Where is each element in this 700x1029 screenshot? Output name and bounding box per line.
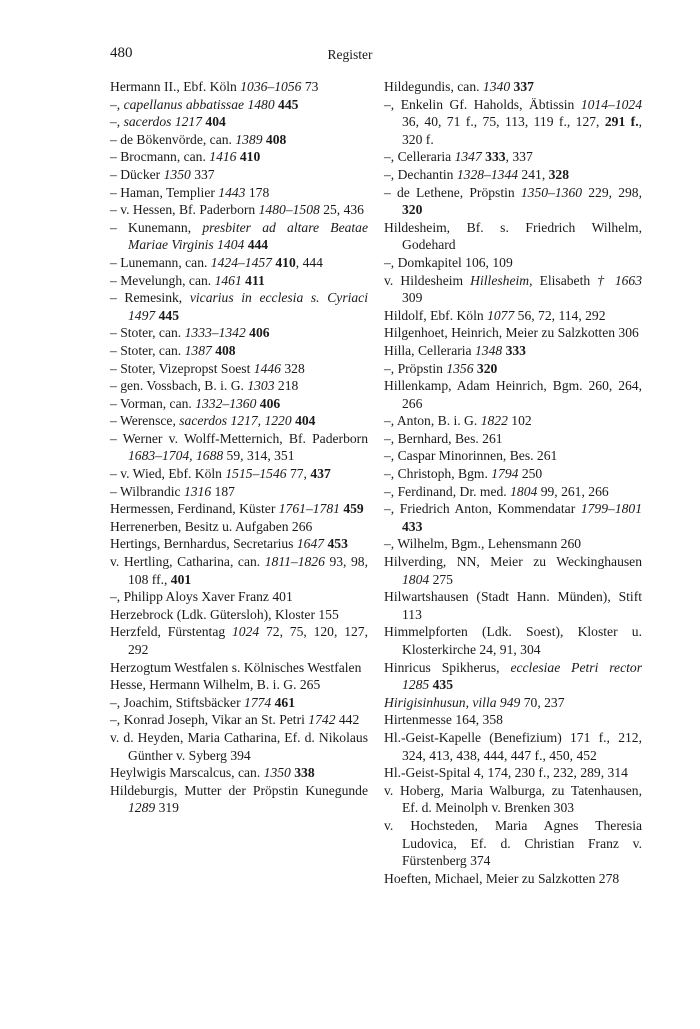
index-entry	[384, 272, 642, 307]
bold-page-ref: 408	[215, 342, 236, 358]
bold-page-ref: 444	[247, 237, 269, 253]
entry-text: 250	[518, 466, 543, 482]
index-entry	[384, 254, 642, 272]
index-entry	[384, 465, 642, 483]
index-entry	[384, 623, 642, 658]
bold-page-ref: 333	[505, 342, 526, 358]
entry-text: – Werensce,	[110, 413, 180, 429]
entry-text: Hildolf, Ebf. Köln	[384, 307, 488, 323]
index-entry	[110, 201, 368, 219]
index-entry	[384, 711, 642, 729]
entry-text: –, Enkelin Gf. Haholds, Äbtissin	[384, 96, 581, 112]
italic-text: 1350	[163, 166, 191, 182]
bold-page-ref: 406	[249, 325, 270, 341]
entry-text: – Werner v. Wolff-Metternich, Bf. Paderborn	[110, 430, 368, 446]
italic-text: 1480–1508	[258, 202, 320, 218]
index-entry	[110, 676, 368, 694]
entry-text: 93, 98, 108 ff.,	[128, 554, 368, 587]
entry-text: Hermann II., Ebf. Köln	[110, 79, 241, 94]
entry-text: – v. Hessen, Bf. Paderborn	[110, 202, 259, 218]
index-entry	[384, 148, 642, 166]
entry-text: Hinricus Spikherus,	[384, 659, 511, 675]
index-entry	[110, 96, 368, 114]
entry-text: Heylwigis Marscalcus, can.	[110, 765, 264, 781]
entry-text: – Brocmann, can.	[110, 149, 210, 165]
entry-text: Hilverding, NN, Meier zu Weckinghausen	[384, 554, 642, 570]
italic-text: 1774	[244, 694, 272, 710]
entry-text: –,	[110, 96, 124, 112]
entry-text: –, Anton, B. i. G.	[384, 413, 481, 429]
entry-text: – Stoter, can.	[110, 342, 185, 358]
index-entry	[110, 782, 368, 817]
entry-text: 72, 75, 120, 127, 292	[128, 624, 368, 657]
entry-text: v. Hochsteden, Maria Agnes Theresia Ludovica, Ef. d. Christian Franz v. Fürstenberg 374	[384, 817, 642, 869]
entry-text: –, Friedrich Anton, Kommendatar	[384, 501, 581, 517]
index-entry	[384, 219, 642, 254]
italic-text: 1804	[510, 483, 538, 499]
entry-text: Herzfeld, Fürstentag	[110, 624, 232, 640]
index-entry	[110, 78, 368, 96]
index-entry	[110, 395, 368, 413]
entry-text: – gen. Vossbach, B. i. G.	[110, 378, 248, 394]
index-entry	[384, 377, 642, 412]
entry-text: Hilwartshausen (Stadt Hann. Münden), Stift 113	[384, 589, 642, 622]
entry-text: – Lunemann, can.	[110, 254, 211, 270]
italic-text: 1332–1360	[195, 395, 257, 411]
entry-text: –, Caspar Minorinnen, Bes. 261	[384, 448, 558, 464]
italic-text: 1333–1342	[184, 325, 246, 341]
index-entry	[384, 729, 642, 764]
entry-text: – Vorman, can.	[110, 395, 196, 411]
entry-text: Himmelpforten (Ldk. Soest), Kloster u. Klosterkirche 24, 91, 304	[384, 624, 642, 657]
italic-text: 1811–1826	[264, 554, 325, 570]
italic-text: 1328–1344	[456, 166, 519, 182]
running-head: Register	[327, 47, 373, 62]
entry-text: 337	[190, 166, 215, 182]
entry-text: –,	[110, 114, 124, 130]
entry-text: Hillenkamp, Adam Heinrich, Bgm. 260, 264, 266	[384, 378, 642, 411]
entry-text: Herzebrock (Ldk. Gütersloh), Kloster 155	[110, 606, 339, 622]
entry-text: 77,	[286, 466, 311, 482]
italic-text: 1647	[296, 536, 325, 552]
italic-text: sacerdos 1217, 1220	[179, 413, 292, 429]
italic-text: 1036–1056	[240, 79, 302, 94]
entry-text: –, Konrad Joseph, Vikar an St. Petri	[110, 712, 309, 728]
bold-page-ref: 320	[402, 202, 423, 218]
bold-page-ref: 453	[327, 536, 348, 552]
bold-page-ref: 435	[432, 677, 453, 693]
entry-text: 59, 314, 351	[223, 448, 295, 464]
entry-text: –, Ferdinand, Dr. med.	[384, 483, 511, 499]
index-entry	[110, 553, 368, 588]
index-entry	[110, 623, 368, 658]
entry-text: Hermessen, Ferdinand, Küster	[110, 501, 279, 517]
entry-text: , 337	[505, 149, 533, 165]
index-entry	[384, 694, 642, 712]
index-entry	[110, 131, 368, 149]
index-entry	[384, 430, 642, 448]
index-entry	[110, 659, 368, 677]
entry-text: 275	[429, 571, 453, 587]
entry-text: – Mevelungh, can.	[110, 272, 215, 288]
entry-text: 102	[507, 413, 532, 429]
index-entry	[110, 289, 368, 324]
bold-page-ref: 445	[158, 307, 179, 323]
italic-text: 1416	[209, 149, 237, 165]
italic-text: Hirigisinhusun, villa 949	[384, 694, 521, 710]
entry-text: –, Domkapitel 106, 109	[384, 254, 513, 270]
index-entry	[384, 500, 642, 535]
entry-text: – Wilbrandic	[110, 483, 184, 499]
entry-text: v. Hildesheim	[384, 272, 471, 288]
index-entry	[110, 465, 368, 483]
bold-page-ref: 338	[294, 765, 315, 781]
bold-page-ref: 320	[476, 360, 498, 376]
entry-text: Hl.-Geist-Kapelle (Benefizium) 171 f., 212, 324, 413, 438, 444, 447 f., 450, 452	[384, 729, 642, 763]
index-entry	[384, 782, 642, 817]
index-column-right	[384, 78, 642, 887]
italic-text: 1389	[235, 131, 263, 147]
entry-text: – v. Wied, Ebf. Köln	[110, 466, 226, 482]
bold-page-ref: 291 f.	[604, 114, 639, 130]
bold-page-ref: 411	[245, 272, 265, 288]
entry-text: Hoeften, Michael, Meier zu Salzkotten 278	[384, 870, 620, 886]
entry-text: 178	[245, 184, 270, 200]
index-entry	[110, 166, 368, 184]
index-entry	[384, 342, 642, 360]
index-entry	[110, 430, 368, 465]
index-entry	[110, 588, 368, 606]
entry-text: 36, 40, 71 f., 75, 113, 119 f., 127,	[402, 114, 605, 130]
entry-text: –, Celleraria	[384, 149, 455, 165]
entry-text: Hildesheim, Bf. s. Friedrich Wilhelm, Godehard	[384, 219, 642, 253]
index-entry	[110, 535, 368, 553]
entry-text: 70, 237	[520, 694, 565, 710]
index-entry	[110, 272, 368, 290]
entry-text: – de Bökenvörde, can.	[110, 131, 236, 147]
entry-text: – Dücker	[110, 166, 164, 182]
bold-page-ref: 404	[205, 114, 226, 130]
italic-text: Hillesheim	[470, 272, 530, 288]
italic-text: 1742	[308, 712, 336, 728]
italic-text: capellanus abbatissae 1480	[123, 96, 275, 112]
italic-text: 1348	[474, 342, 503, 358]
bold-page-ref: 410	[239, 149, 261, 165]
index-entry	[384, 96, 642, 149]
entry-text: Hildegundis, can.	[384, 79, 483, 94]
entry-text: 241,	[518, 166, 549, 182]
entry-text: 442	[335, 712, 360, 728]
index-entry	[384, 447, 642, 465]
index-entry	[384, 78, 642, 96]
italic-text: 1822	[480, 413, 508, 429]
italic-text: sacerdos 1217	[123, 114, 203, 130]
entry-text: , 444	[295, 254, 323, 270]
italic-text: 1350	[263, 765, 291, 781]
bold-page-ref: 445	[278, 96, 299, 112]
entry-text: –, Philipp Aloys Xaver Franz 401	[110, 589, 293, 605]
page-number: 480	[110, 45, 133, 61]
italic-text: 1024	[231, 624, 260, 640]
entry-text: –, Bernhard, Bes. 261	[384, 430, 503, 446]
italic-text: 1424–1457	[210, 254, 272, 270]
entry-text: Hl.-Geist-Spital 4, 174, 230 f., 232, 289, 314	[384, 765, 628, 781]
entry-text: 187	[211, 483, 235, 499]
index-entry	[110, 412, 368, 430]
bold-page-ref: 437	[310, 466, 331, 482]
entry-text: –, Wilhelm, Bgm., Lehensmann 260	[384, 536, 582, 552]
bold-page-ref: 337	[513, 79, 534, 94]
index-entry	[110, 483, 368, 501]
entry-text: Hesse, Hermann Wilhelm, B. i. G. 265	[110, 677, 321, 693]
entry-text: – Haman, Templier	[110, 184, 219, 200]
index-entry	[384, 483, 642, 501]
index-entry	[110, 500, 368, 518]
index-entry	[384, 553, 642, 588]
italic-text: 1683–1704, 1688	[128, 448, 224, 464]
index-entry	[110, 184, 368, 202]
index-entry	[110, 694, 368, 712]
bold-page-ref: 461	[274, 694, 296, 710]
index-entry	[384, 360, 642, 378]
italic-text: † 1663	[597, 272, 643, 288]
entry-text: , 320 f.	[402, 114, 643, 147]
index-entry	[110, 729, 368, 764]
italic-text: 1446	[253, 360, 281, 376]
italic-text: vicarius in ecclesia s. Cyriaci 1497	[128, 290, 368, 323]
italic-text: 1077	[487, 307, 515, 323]
bold-page-ref: 459	[343, 501, 364, 517]
entry-text: Herzogtum Westfalen s. Kölnisches Westfalen	[110, 659, 362, 675]
italic-text: 1387	[184, 342, 212, 358]
index-entry	[110, 606, 368, 624]
entry-text: , Elisabeth	[529, 272, 598, 288]
bold-page-ref: 333	[485, 149, 506, 165]
italic-text: 1761–1781	[278, 501, 340, 517]
entry-text: –, Dechantin	[384, 166, 457, 182]
italic-text: 1347	[454, 149, 482, 165]
index-entry	[384, 817, 642, 870]
bold-page-ref: 410	[275, 254, 296, 270]
entry-text: 218	[274, 378, 299, 394]
entry-text: 73	[301, 79, 319, 94]
index-entry	[384, 870, 642, 888]
entry-text: Hertings, Bernhardus, Secretarius	[110, 536, 297, 552]
italic-text: 1794	[491, 466, 519, 482]
entry-text: v. d. Heyden, Maria Catharina, Ef. d. Nikolaus Günther v. Syberg 394	[110, 729, 368, 763]
index-entry	[384, 184, 642, 219]
italic-text: 1350–1360	[520, 184, 583, 200]
index-entry	[110, 360, 368, 378]
italic-text: 1443	[218, 184, 246, 200]
italic-text: 1340	[482, 79, 511, 94]
index-entry	[110, 377, 368, 395]
index-entry	[110, 342, 368, 360]
index-entry	[384, 659, 642, 694]
index-entry	[384, 588, 642, 623]
entry-text: – de Lethene, Pröpstin	[384, 184, 521, 200]
entry-text: Hildeburgis, Mutter der Pröpstin Kunegunde	[110, 782, 368, 798]
index-entry	[110, 324, 368, 342]
entry-text: 229, 298,	[582, 184, 642, 200]
bold-page-ref: 404	[295, 413, 316, 429]
index-entry	[384, 764, 642, 782]
italic-text: 1289	[128, 800, 156, 816]
index-column-left	[110, 78, 368, 817]
entry-text: Hilla, Celleraria	[384, 342, 475, 358]
entry-text: 25, 436	[319, 202, 364, 218]
entry-text: Herrenerben, Besitz u. Aufgaben 266	[110, 518, 313, 534]
bold-page-ref: 328	[548, 166, 570, 182]
entry-text: –, Pröpstin	[384, 360, 447, 376]
bold-page-ref: 408	[265, 131, 287, 147]
index-entry	[384, 535, 642, 553]
italic-text: 1356	[446, 360, 474, 376]
entry-text: –, Joachim, Stiftsbäcker	[110, 694, 245, 710]
entry-text: 319	[155, 800, 179, 816]
entry-text: 328	[280, 360, 305, 376]
index-entry	[384, 307, 642, 325]
index-entry	[110, 711, 368, 729]
index-entry	[384, 324, 642, 342]
italic-text: 1461	[214, 272, 242, 288]
entry-text: 56, 72, 114, 292	[514, 307, 606, 323]
italic-text: ecclesiae Petri rector 1285	[402, 659, 642, 693]
entry-text: Hirtenmesse 164, 358	[384, 712, 503, 728]
index-entry	[384, 412, 642, 430]
entry-text: – Stoter, Vizepropst Soest	[110, 360, 254, 376]
italic-text: 1316	[183, 483, 212, 499]
entry-text: v. Hertling, Catharina, can.	[110, 554, 265, 570]
entry-text: –, Christoph, Bgm.	[384, 466, 492, 482]
bold-page-ref: 406	[259, 395, 281, 411]
entry-text: – Stoter, can.	[110, 325, 185, 341]
index-entry	[110, 518, 368, 536]
entry-text: 99, 261, 266	[537, 483, 609, 499]
italic-text: 1515–1546	[225, 466, 287, 482]
entry-text: v. Hoberg, Maria Walburga, zu Tatenhausen, Ef. d. Meinolph v. Brenken 303	[384, 782, 642, 816]
index-entry	[110, 219, 368, 254]
entry-text: – Remesink,	[110, 290, 190, 306]
italic-text: 1014–1024	[580, 96, 642, 112]
entry-text: Hilgenhoet, Heinrich, Meier zu Salzkotten 306	[384, 325, 639, 341]
bold-page-ref: 433	[402, 518, 423, 534]
entry-text: – Kunemann,	[110, 219, 203, 235]
italic-text: presbiter ad altare Beatae Mariae Virginis 1404	[128, 219, 369, 253]
index-entry	[110, 764, 368, 782]
entry-text: 309	[402, 290, 423, 306]
italic-text: 1804	[402, 571, 430, 587]
index-entry	[384, 166, 642, 184]
italic-text: 1799–1801	[580, 501, 642, 517]
index-entry	[110, 254, 368, 272]
index-entry	[110, 113, 368, 131]
index-entry	[110, 148, 368, 166]
italic-text: 1303	[247, 378, 275, 394]
bold-page-ref: 401	[170, 571, 192, 587]
